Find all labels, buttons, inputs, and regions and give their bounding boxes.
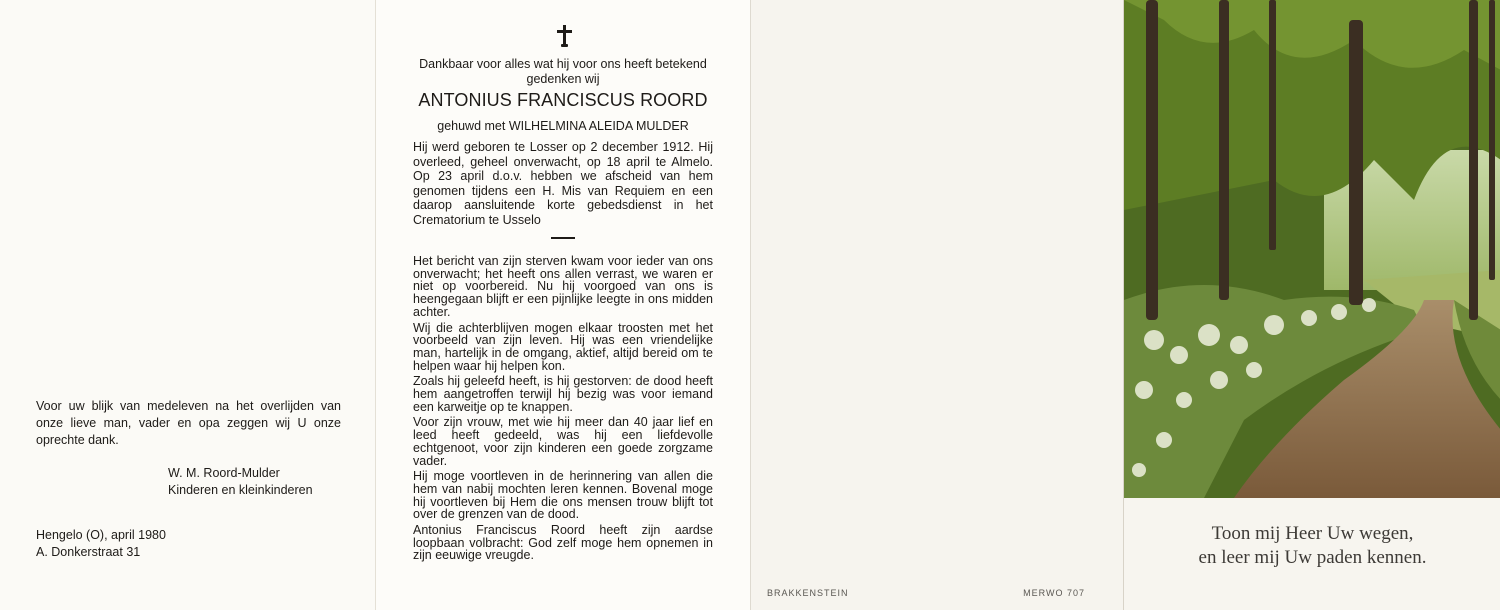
cross-icon bbox=[554, 24, 574, 48]
paragraph: Wij die achterblijven mogen elkaar troosten met het voorbeeld van zijn leven. Hij was een vriendelijke man, hartelijk in de omgang, aktief, altijd bereid om te helpen waar hij helpen kon. bbox=[413, 320, 713, 373]
inner-center-panel bbox=[375, 0, 750, 610]
verse-line-1: Toon mij Heer Uw wegen, bbox=[1211, 523, 1414, 544]
verse-line-2: en leer mij Uw paden kennen. bbox=[1198, 547, 1427, 568]
divider bbox=[551, 237, 575, 239]
paragraph: Antonius Franciscus Roord heeft zijn aardse loopbaan volbracht: God zelf moge hem opnemen in zijn eeuwige vreugde. bbox=[413, 523, 713, 563]
place-date: Hengelo (O), april 1980 bbox=[36, 528, 166, 542]
card-code: MERWO 707 bbox=[1023, 588, 1085, 598]
paragraph: Het bericht van zijn sterven kwam voor ieder van ons onverwacht; het heeft ons allen verrast, we waren er niet op voorbereid. Nu hij voorgoed van ons is heengegaan blijft er een pijnlijke leegte in ons midden achter. bbox=[413, 254, 713, 319]
deceased-name: ANTONIUS FRANCISCUS ROORD bbox=[418, 90, 708, 110]
verse bbox=[1124, 522, 1500, 570]
memorial-text bbox=[413, 255, 713, 565]
back-cover-panel bbox=[750, 0, 1123, 610]
signature-family: Kinderen en kleinkinderen bbox=[168, 483, 313, 497]
signature-name: W. M. Roord-Mulder bbox=[168, 466, 280, 480]
paragraph: Voor zijn vrouw, met wie hij meer dan 40 jaar lief en leed heeft gedeeld, was hij een liefdevolle echtgenoot, voor zijn kinderen een goede zorgzame vader. bbox=[413, 415, 713, 468]
paragraph: Hij moge voortleven in de herinnering van allen die hem van nabij mochten leren kennen. Bovenal moge hij voortleven bij Hem die ons mensen trouw blijft tot over de grenzen van de dood. bbox=[413, 469, 713, 522]
address: A. Donkerstraat 31 bbox=[36, 545, 141, 559]
biography-text: Hij werd geboren te Losser op 2 december 1912. Hij overleed, geheel onverwacht, op 18 april te Almelo. Op 23 april d.o.v. hebben we afscheid van hem genomen tijdens een H. Mis van Requiem en een daarop aansluitende korte gebedsdienst in het Crematorium te Usselo bbox=[413, 140, 713, 227]
country-path-photo bbox=[1124, 0, 1500, 498]
thanks-text: Voor uw blijk van medeleven na het overlijden van onze lieve man, vader en opa zeggen wij U onze oprechte dank. bbox=[36, 399, 341, 447]
front-cover-panel bbox=[1123, 0, 1500, 610]
inner-left-panel bbox=[0, 0, 375, 610]
publisher-imprint: BRAKKENSTEIN bbox=[767, 588, 849, 598]
paragraph: Zoals hij geleefd heeft, is hij gestorven: de dood heeft hem aangetroffen terwijl hij bezig was voor iemand een karweitje op te knappen. bbox=[413, 374, 713, 414]
spouse-line: gehuwd met WILHELMINA ALEIDA MULDER bbox=[437, 119, 689, 133]
intro-text: Dankbaar voor alles wat hij voor ons heeft betekend gedenken wij bbox=[419, 57, 707, 86]
